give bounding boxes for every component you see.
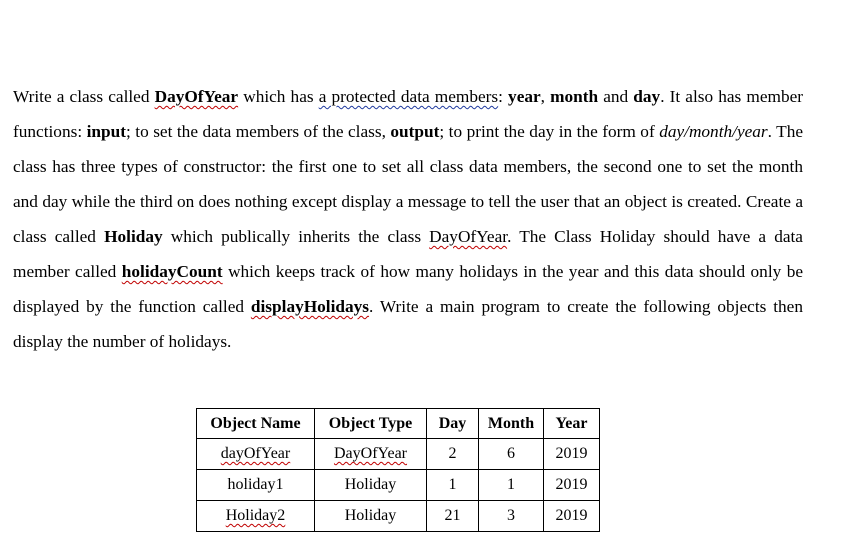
header-month: Month <box>479 409 544 439</box>
table-row <box>197 439 600 470</box>
member-month: month <box>550 87 599 106</box>
class-name-holiday: Holiday <box>104 227 163 246</box>
member-year: year <box>508 87 541 106</box>
text-segment: . It also has member functions: <box>13 87 804 141</box>
objects-table <box>196 408 600 532</box>
text-segment: Write a class called <box>13 87 155 106</box>
text-segment: which publically inherits the class <box>162 227 430 246</box>
problem-description <box>13 79 803 359</box>
cell-day: 21 <box>427 501 479 532</box>
cell-year: 2019 <box>544 439 600 470</box>
cell-object-type: Holiday <box>315 470 427 501</box>
cell-object-type <box>315 439 427 470</box>
date-format: day/month/year <box>659 122 768 141</box>
cell-month: 1 <box>479 470 544 501</box>
class-name-dayofyear: DayOfYear <box>154 87 239 106</box>
header-object-type: Object Type <box>315 409 427 439</box>
header-year: Year <box>544 409 600 439</box>
text-segment: : <box>498 87 509 106</box>
cell-text: Holiday2 <box>225 507 286 524</box>
cell-object-name: holiday1 <box>197 470 315 501</box>
table-row <box>197 470 600 501</box>
text-segment: . Write a main program to create the following objects then display the number of holidays. <box>13 297 803 351</box>
member-holidaycount: holidayCount <box>121 262 223 281</box>
header-object-name: Object Name <box>197 409 315 439</box>
table-row <box>197 501 600 532</box>
cell-month: 3 <box>479 501 544 532</box>
member-day: day <box>633 87 661 106</box>
grammar-flagged-phrase: a protected data members <box>318 87 499 106</box>
text-segment: . The Class Holiday should have a data member called <box>13 227 803 281</box>
cell-year: 2019 <box>544 470 600 501</box>
cell-object-name <box>197 439 315 470</box>
cell-object-name <box>197 501 315 532</box>
text-segment: ; to set the data members of the class, <box>126 122 391 141</box>
text-segment: . The class has three types of constructor: the first one to set all class data members, the second one to set the month and day while the third on does nothing except display a message to tell the user that an object is created. Create a class called <box>13 122 804 246</box>
function-input: input <box>86 122 126 141</box>
text-segment: which has <box>238 87 319 106</box>
cell-month: 6 <box>479 439 544 470</box>
text-segment: and <box>598 87 634 106</box>
text-segment: , <box>540 87 551 106</box>
cell-object-type: Holiday <box>315 501 427 532</box>
cell-day: 2 <box>427 439 479 470</box>
cell-day: 1 <box>427 470 479 501</box>
cell-text: DayOfYear <box>333 445 408 462</box>
base-class-name: DayOfYear <box>429 227 508 246</box>
function-displayholidays: displayHolidays <box>250 297 370 316</box>
table-header-row <box>197 409 600 439</box>
cell-text: dayOfYear <box>220 445 291 462</box>
text-segment: ; to print the day in the form of <box>439 122 660 141</box>
text-segment: which keeps track of how many holidays in the year and this data should only be displayed by the function called <box>13 262 804 316</box>
header-day: Day <box>427 409 479 439</box>
cell-year: 2019 <box>544 501 600 532</box>
function-output: output <box>390 122 440 141</box>
